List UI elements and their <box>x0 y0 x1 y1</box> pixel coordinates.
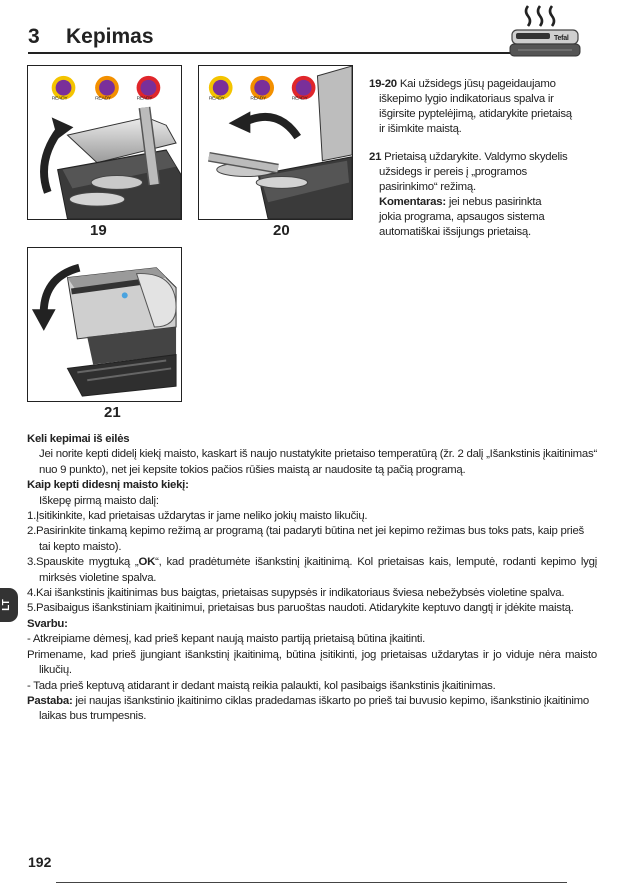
figure-19-illustration <box>28 66 181 219</box>
large-quantity-intro: Iškepę pirmą maisto dalį: <box>39 494 159 507</box>
section-title: Kepimas <box>66 25 154 48</box>
step-number: 21 <box>369 151 382 163</box>
grill-device-icon <box>508 4 586 60</box>
header-rule <box>28 52 566 54</box>
figure-21 <box>27 247 182 402</box>
note-paragraph: Pastaba: jei naujas išankstinio įkaitinimo ciklas pradedamas iškarto po prieš tai buvusio kepimo, išankstinio įkaitinimo laikas bus trumpesnis. <box>27 694 589 723</box>
svg-text:READY: READY <box>250 96 267 102</box>
section-number: 3 <box>28 25 40 48</box>
svg-text:READY: READY <box>136 96 153 102</box>
multi-cooking-paragraph: Jei norite kepti didelį kiekį maisto, kaskart iš naujo nustatykite prietaiso temperatūrą (žr. 2 dalį „Išankstinis įkaitinimas“ nuo 9 punkto), net jei kepsite tokios pačios rūšies maistą ar naudosite tą pačią programą. <box>39 448 597 476</box>
list-item: 3.Spauskite mygtuką „OK“, kad pradėtumėte išankstinį įkaitinimą. Kol prietaisas kais, lemputė, rodanti kepimo lygį mirksės violetine spalva. <box>27 556 597 584</box>
comment-label: Komentaras: <box>379 196 446 208</box>
svg-text:READY: READY <box>95 96 111 102</box>
comment-line: jokia programa, apsaugos sistema <box>379 211 545 223</box>
step-number: 19-20 <box>369 78 397 90</box>
figure-19-label: 19 <box>90 222 107 239</box>
large-quantity-heading: Kaip kepti didesnį maisto kiekį: <box>27 479 189 492</box>
comment-line: Komentaras: jei nebus pasirinkta <box>379 196 542 208</box>
multi-cooking-heading: Keli kepimai iš eilės <box>27 433 130 445</box>
figure-21-illustration <box>28 248 181 401</box>
brand-logo-text: Tefal <box>554 35 569 42</box>
figure-20-label: 20 <box>273 222 290 239</box>
step-line: 19-20 Kai užsidegs jūsų pageidaujamo <box>369 78 556 90</box>
important-item: - Atkreipiame dėmesį, kad prieš kepant naują maisto partiją prietaisą būtina įkaitinti. <box>27 633 426 646</box>
important-item: - Tada prieš keptuvą atidarant ir dedant maistą reikia palaukti, kol pasibaigs išankstinis įkaitinimas. <box>27 679 496 692</box>
step-line: išgirsite pyptelėjimą, atidarykite prietaisą <box>379 108 572 120</box>
body-text <box>27 432 597 725</box>
step-line: iškepimo lygio indikatoriaus spalva ir <box>379 93 554 105</box>
footer-rule <box>56 882 567 883</box>
step-line: 21 Prietaisą uždarykite. Valdymo skydelis <box>369 151 568 163</box>
section-header <box>28 25 566 53</box>
list-item: 4.Kai išankstinis įkaitinimas bus baigtas, prietaisas supypsės ir indikatoriaus šviesa nebežybsės violetine spalva. <box>27 587 565 600</box>
figure-19 <box>27 65 182 220</box>
step-19-20 <box>369 77 596 137</box>
list-item: 2.Pasirinkite tinkamą kepimo režimą ar programą (tai padaryti būtina net jei kepimo režimas bus toks pats, kaip prieš tai kepto maisto). <box>27 525 584 553</box>
page-number: 192 <box>28 854 52 870</box>
step-line: užsidegs ir pereis į „programos <box>379 166 527 178</box>
figure-21-label: 21 <box>104 404 121 421</box>
ok-button-label: OK <box>138 556 156 569</box>
comment-line: automatiškai išsijungs prietaisą. <box>379 226 531 238</box>
important-heading: Svarbu: <box>27 617 68 630</box>
language-tab-label: LT <box>1 599 12 611</box>
svg-text:READY: READY <box>208 96 225 102</box>
note-label: Pastaba: <box>27 694 73 707</box>
figure-20 <box>198 65 353 220</box>
important-item: Primename, kad prieš įjungiant išankstinį įkaitinimą, būtina įsitikinti, jog prietaisas uždarytas ir jo viduje nėra maisto likučių. <box>27 648 597 677</box>
list-item: 1.Įsitikinkite, kad prietaisas uždarytas ir jame neliko jokių maisto likučių. <box>27 510 368 523</box>
steps-text <box>369 77 596 253</box>
step-21 <box>369 150 596 240</box>
step-line: ir išimkite maistą. <box>379 123 462 135</box>
step-line: pasirinkimo“ režimą. <box>379 181 476 193</box>
svg-text:READY: READY <box>291 96 308 102</box>
figure-20-illustration <box>199 66 352 219</box>
list-item: 5.Pasibaigus išankstiniam įkaitinimui, prietaisas bus paruoštas naudoti. Atidarykite keptuvo dangtį ir įdėkite maistą. <box>27 602 574 615</box>
svg-text:READY: READY <box>51 96 68 102</box>
